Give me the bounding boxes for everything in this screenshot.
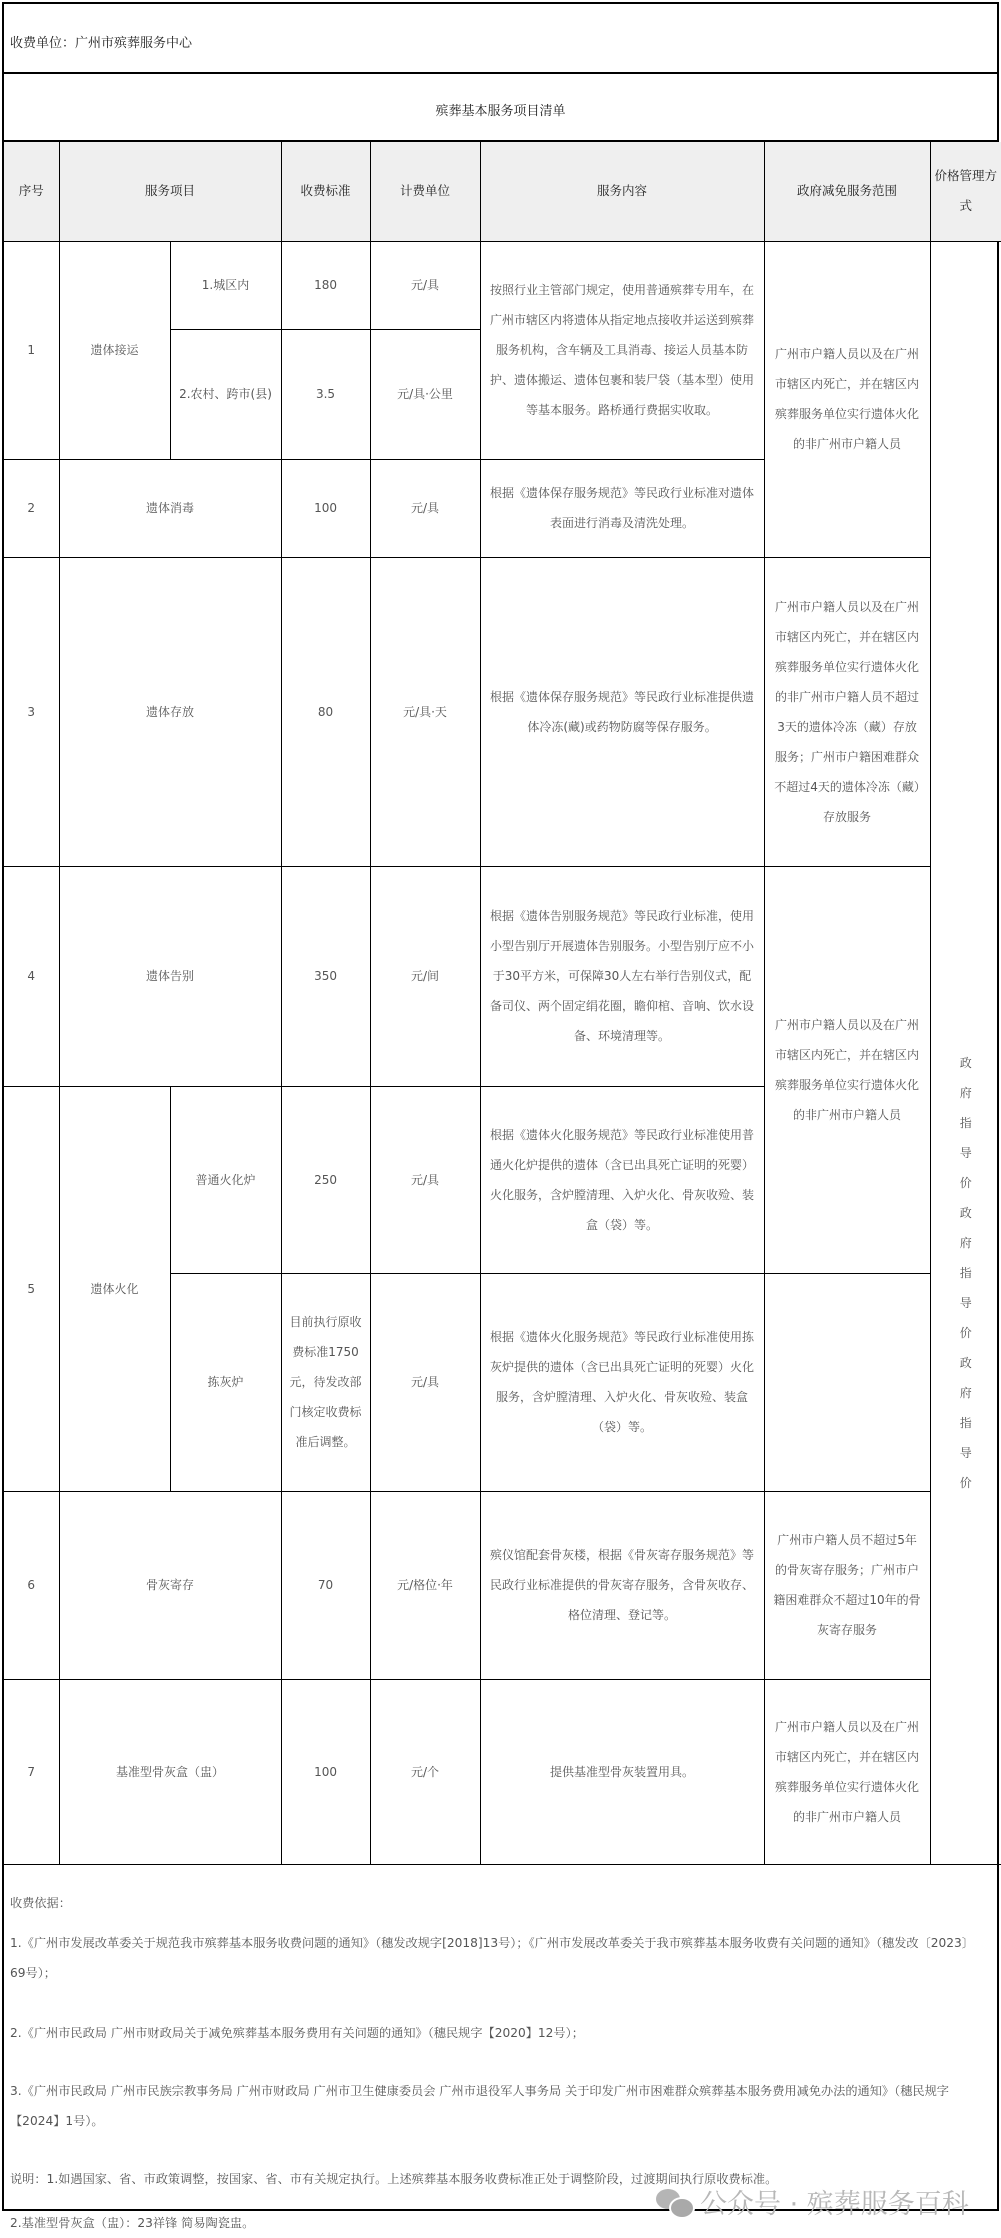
fee-schedule-document <box>2 2 999 2230</box>
table-header-row <box>4 142 1001 241</box>
sub-item: 1.城区内 <box>170 241 281 329</box>
basis-item-2: 2.《广州市民政局 广州市财政局关于减免殡葬基本服务费用有关问题的通知》（穗民规字【2020】12号）； <box>10 2026 584 2040</box>
table-row <box>4 1679 1001 1864</box>
billing-unit: 元/个 <box>370 1679 480 1864</box>
table-title: 殡葬基本服务项目清单 <box>435 104 566 119</box>
price: 180 <box>281 241 370 329</box>
table-row <box>4 866 1001 1086</box>
billing-unit: 元/具 <box>370 459 480 557</box>
price-note: 目前执行原收费标准1750元，待发改部门核定收费标准后调整。 <box>281 1273 370 1491</box>
charging-unit: 收费单位：广州市殡葬服务中心 <box>10 36 193 51</box>
service-table <box>4 142 1001 1865</box>
service-item: 遗体告别 <box>59 866 281 1086</box>
row-number: 5 <box>4 1086 59 1491</box>
service-content: 根据《遗体火化服务规范》等民政行业标准使用普通火化炉提供的遗体（含已出具死亡证明的死婴）火化服务，含炉膛清理、入炉火化、骨灰收殓、装盒（袋）等。 <box>480 1086 764 1273</box>
exemption-scope: 广州市户籍人员以及在广州市辖区内死亡，并在辖区内殡葬服务单位实行遗体火化的非广州市户籍人员 <box>764 866 930 1273</box>
service-content: 根据《遗体告别服务规范》等民政行业标准，使用小型告别厅开展遗体告别服务。小型告别厅应不小于30平方米，可保障30人左右举行告别仪式，配备司仪、两个固定绢花圈，瞻仰棺、音响、饮水设备、环境清理等。 <box>480 866 764 1086</box>
price-management-method: 政 府 指 导 价 政 府 指 导 价 政 府 指 导 价 <box>930 241 1001 1864</box>
row-number: 3 <box>4 557 59 866</box>
service-item: 遗体接运 <box>59 241 170 459</box>
service-content: 根据《遗体保存服务规范》等民政行业标准对遗体表面进行消毒及清洗处理。 <box>480 459 764 557</box>
col-header-management: 价格管理方式 <box>930 142 1001 241</box>
exemption-scope: 广州市户籍人员以及在广州市辖区内死亡，并在辖区内殡葬服务单位实行遗体火化的非广州市户籍人员 <box>764 1679 930 1864</box>
row-number: 7 <box>4 1679 59 1864</box>
sub-item: 拣灰炉 <box>170 1273 281 1491</box>
price: 3.5 <box>281 329 370 459</box>
note-2: 2.基准型骨灰盒（盅）：23祥锋 简易陶瓷盅。 <box>10 2216 255 2230</box>
col-header-item: 服务项目 <box>59 142 281 241</box>
service-content: 根据《遗体保存服务规范》等民政行业标准提供遗体冷冻(藏)或药物防腐等保存服务。 <box>480 557 764 866</box>
service-item: 遗体火化 <box>59 1086 170 1491</box>
service-content: 殡仪馆配套骨灰楼，根据《骨灰寄存服务规范》等民政行业标准提供的骨灰寄存服务，含骨灰收存、格位清理、登记等。 <box>480 1491 764 1679</box>
row-number: 1 <box>4 241 59 459</box>
price: 100 <box>281 1679 370 1864</box>
price: 70 <box>281 1491 370 1679</box>
billing-unit: 元/具 <box>370 1273 480 1491</box>
footer-notes <box>4 1864 997 2230</box>
exemption-scope: 广州市户籍人员不超过5年的骨灰寄存服务；广州市户籍困难群众不超过10年的骨灰寄存服务 <box>764 1491 930 1679</box>
note-1: 说明：1.如遇国家、省、市政策调整，按国家、省、市有关规定执行。上述殡葬基本服务收费标准正处于调整阶段，过渡期间执行原收费标准。 <box>10 2172 778 2186</box>
billing-unit: 元/具 <box>370 241 480 329</box>
watermark-text: 公众号 · 殡葬服务百科 <box>700 2189 969 2220</box>
col-header-content: 服务内容 <box>480 142 764 241</box>
billing-unit: 元/格位·年 <box>370 1491 480 1679</box>
col-header-unit: 计费单位 <box>370 142 480 241</box>
col-header-no: 序号 <box>4 142 59 241</box>
row-number: 6 <box>4 1491 59 1679</box>
table-row <box>4 241 1001 329</box>
service-item: 遗体消毒 <box>59 459 281 557</box>
basis-label: 收费依据： <box>10 1896 71 1910</box>
price: 100 <box>281 459 370 557</box>
service-content: 按照行业主管部门规定，使用普通殡葬专用车，在广州市辖区内将遗体从指定地点接收并运送到殡葬服务机构，含车辆及工具消毒、接运人员基本防护、遗体搬运、遗体包裹和装尸袋（基本型）使用等基本服务。路桥通行费据实收取。 <box>480 241 764 459</box>
watermark <box>656 2182 969 2221</box>
service-content: 根据《遗体火化服务规范》等民政行业标准使用拣灰炉提供的遗体（含已出具死亡证明的死婴）火化服务，含炉膛清理、入炉火化、骨灰收殓、装盒（袋）等。 <box>480 1273 764 1491</box>
exemption-scope: 广州市户籍人员以及在广州市辖区内死亡，并在辖区内殡葬服务单位实行遗体火化的非广州市户籍人员 <box>764 241 930 557</box>
service-item: 遗体存放 <box>59 557 281 866</box>
price: 250 <box>281 1086 370 1273</box>
basis-item-3: 3.《广州市民政局 广州市民族宗教事务局 广州市财政局 广州市卫生健康委员会 广州市退役军人事务局 关于印发广州市困难群众殡葬基本服务费用减免办法的通知》（穗民规字【2024】1号）。 <box>10 2084 949 2128</box>
price: 80 <box>281 557 370 866</box>
service-content: 提供基准型骨灰装置用具。 <box>480 1679 764 1864</box>
billing-unit: 元/具·公里 <box>370 329 480 459</box>
row-number: 2 <box>4 459 59 557</box>
table-row <box>4 557 1001 866</box>
col-header-scope: 政府减免服务范围 <box>764 142 930 241</box>
billing-unit: 元/具 <box>370 1086 480 1273</box>
exemption-scope: 广州市户籍人员以及在广州市辖区内死亡，并在辖区内殡葬服务单位实行遗体火化的非广州市户籍人员不超过3天的遗体冷冻（藏）存放服务；广州市户籍困难群众不超过4天的遗体冷冻（藏）存放服务 <box>764 557 930 866</box>
basis-item-1: 1.《广州市发展改革委关于规范我市殡葬基本服务收费问题的通知》（穗发改规字[2018]13号）；《广州市发展改革委关于我市殡葬基本服务收费有关问题的通知》（穗发改〔2023〕69号）； <box>10 1936 974 1980</box>
sub-item: 普通火化炉 <box>170 1086 281 1273</box>
service-item: 基准型骨灰盒（盅） <box>59 1679 281 1864</box>
row-number: 4 <box>4 866 59 1086</box>
table-row <box>4 1491 1001 1679</box>
col-header-price: 收费标准 <box>281 142 370 241</box>
price: 350 <box>281 866 370 1086</box>
exemption-scope-empty <box>764 1273 930 1491</box>
billing-unit: 元/具·天 <box>370 557 480 866</box>
wechat-icon <box>656 2187 692 2217</box>
service-item: 骨灰寄存 <box>59 1491 281 1679</box>
billing-unit: 元/间 <box>370 866 480 1086</box>
table-title-band <box>4 74 997 142</box>
charging-unit-band <box>4 4 997 74</box>
sub-item: 2.农村、跨市(县) <box>170 329 281 459</box>
